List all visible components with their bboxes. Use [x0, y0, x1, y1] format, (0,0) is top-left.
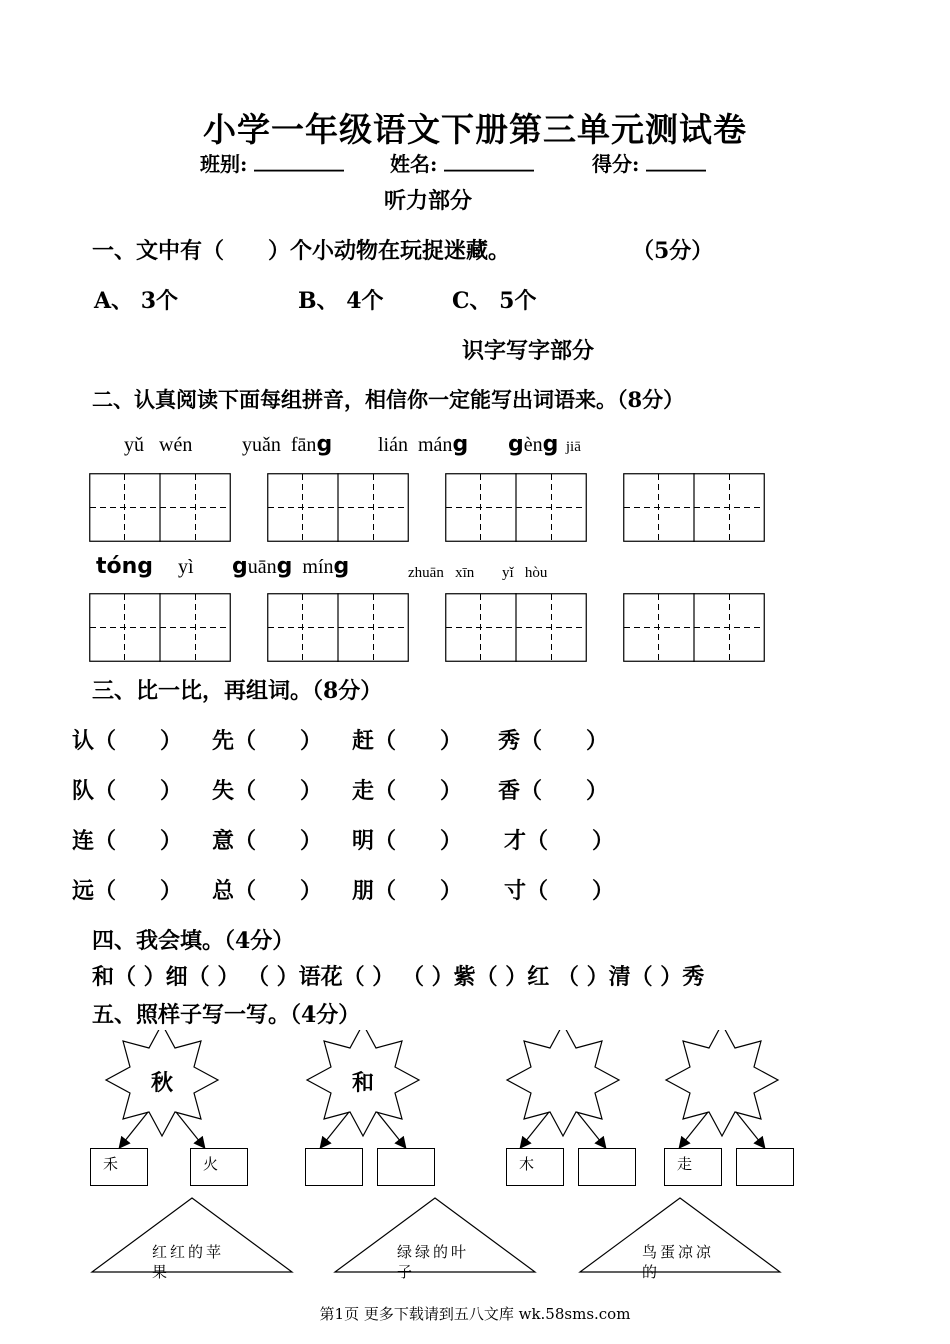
- triangle-label-line: 果: [152, 1263, 171, 1281]
- q5-text: 五、照样子写一写。（4分）: [92, 1002, 361, 1028]
- q3-item: 连（ ）: [72, 828, 183, 854]
- q3-item: 远（ ）: [72, 878, 183, 904]
- q4-line: 和（ ）细（ ） （ ）语花（ ） （ ）紫（ ）红 （ ）清（ ）秀: [92, 964, 705, 990]
- pinyin-row2-group3: [408, 562, 474, 582]
- answer-box[interactable]: [305, 1148, 363, 1186]
- pinyin: yì: [178, 556, 194, 578]
- q3-item: 失（ ）: [212, 778, 323, 804]
- pinyin: tóng: [96, 554, 154, 579]
- pinyin: lián: [378, 434, 408, 456]
- writing-grid[interactable]: [267, 593, 409, 662]
- pinyin-row2-group2: [232, 554, 349, 579]
- q1-points: （5分）: [632, 238, 714, 264]
- pinyin: g: [316, 432, 333, 457]
- q1-option-c: C、 5个: [452, 288, 537, 314]
- pinyin: hòu: [524, 565, 548, 581]
- writing-grid[interactable]: [623, 593, 765, 662]
- pinyin: uān: [247, 556, 277, 578]
- score-label: 得分:: [592, 152, 640, 176]
- answer-box: 火: [190, 1148, 248, 1186]
- star-shape: [507, 1030, 619, 1136]
- answer-box[interactable]: [578, 1148, 636, 1186]
- q3-item: 走（ ）: [352, 778, 463, 804]
- q3-item: 意（ ）: [212, 828, 323, 854]
- q1-text: 一、文中有（ ）个小动物在玩捉迷藏。: [92, 238, 511, 264]
- pinyin: fān: [290, 434, 317, 456]
- listening-heading: 听力部分: [384, 188, 473, 214]
- writing-grid[interactable]: [445, 593, 587, 662]
- name-label: 姓名:: [390, 152, 438, 176]
- q2-text: 二、认真阅读下面每组拼音，相信你一定能写出词语来。（8分）: [92, 387, 685, 412]
- pinyin: g: [333, 554, 350, 579]
- writing-grid[interactable]: [89, 593, 231, 662]
- page-footer: 第1页 更多下载请到五八文库 wk.58sms.com: [319, 1305, 631, 1323]
- pinyin: g: [508, 432, 524, 457]
- pinyin: wén: [159, 434, 193, 456]
- q3-item: 明（ ）: [352, 828, 463, 854]
- pinyin: èn: [523, 434, 543, 456]
- pinyin: yǔ: [124, 434, 144, 456]
- q3-item: 先（ ）: [212, 728, 323, 754]
- q3-item: 朋（ ）: [352, 878, 463, 904]
- q3-item: 寸（ ）: [504, 878, 615, 904]
- q3-item: 才（ ）: [504, 828, 615, 854]
- pinyin: g: [232, 554, 248, 579]
- writing-grid[interactable]: [267, 473, 409, 542]
- q1-option-b: B、 4个: [298, 288, 384, 314]
- q3-text: 三、比一比，再组词。（8分）: [92, 678, 383, 704]
- pinyin: g: [542, 432, 559, 457]
- triangle-label: [397, 1242, 469, 1282]
- triangle-label: [152, 1242, 224, 1282]
- q3-item: 认（ ）: [72, 728, 183, 754]
- triangle-label-line: 绿绿的叶: [397, 1243, 470, 1261]
- pinyin: zhuān: [408, 565, 444, 581]
- class-blank: _________: [254, 148, 344, 172]
- triangle-label-line: 鸟蛋凉凉: [642, 1243, 715, 1261]
- pinyin: mín: [302, 556, 334, 578]
- q3-item: 队（ ）: [72, 778, 183, 804]
- page-title: 小学一年级语文下册第三单元测试卷: [203, 110, 747, 149]
- q1-option-a: A、 3个: [94, 288, 179, 314]
- pinyin: g: [452, 432, 469, 457]
- q3-item: 香（ ）: [498, 778, 609, 804]
- pinyin-row1-group4: [508, 432, 581, 457]
- pinyin-row2-group1: [96, 554, 194, 579]
- q3-item: 赶（ ）: [352, 728, 463, 754]
- pinyin: yǐ: [502, 565, 514, 581]
- star-shape: [666, 1030, 778, 1136]
- pinyin: yuǎn: [242, 434, 281, 456]
- pinyin: mán: [418, 434, 453, 456]
- triangle-label: [642, 1242, 714, 1282]
- pinyin-row1-group2: [242, 432, 332, 457]
- answer-box: 木: [506, 1148, 564, 1186]
- pinyin: g: [276, 554, 293, 579]
- writing-grid[interactable]: [445, 473, 587, 542]
- answer-box[interactable]: [377, 1148, 435, 1186]
- answer-box: 走: [664, 1148, 722, 1186]
- pinyin-row2-group4: [502, 562, 547, 582]
- pinyin: xīn: [455, 565, 475, 581]
- writing-grid[interactable]: [623, 473, 765, 542]
- name-blank: _________: [444, 148, 534, 172]
- triangle-label-line: 子: [397, 1263, 416, 1281]
- answer-box[interactable]: [736, 1148, 794, 1186]
- literacy-heading: 识字写字部分: [462, 338, 595, 364]
- triangle-label-line: 的: [642, 1263, 661, 1281]
- score-blank: ______: [646, 148, 706, 172]
- star-character: 和: [352, 1070, 375, 1096]
- triangle-label-line: 红红的苹: [152, 1243, 225, 1261]
- pinyin: jiā: [565, 439, 581, 455]
- class-label: 班别:: [200, 152, 248, 176]
- pinyin-row1-group1: [124, 434, 192, 457]
- q4-text: 四、我会填。（4分）: [92, 928, 295, 954]
- answer-box: 禾: [90, 1148, 148, 1186]
- q3-item: 秀（ ）: [498, 728, 609, 754]
- writing-grid[interactable]: [89, 473, 231, 542]
- star-character: 秋: [151, 1070, 174, 1096]
- pinyin-row1-group3: [378, 432, 468, 457]
- q3-item: 总（ ）: [212, 878, 323, 904]
